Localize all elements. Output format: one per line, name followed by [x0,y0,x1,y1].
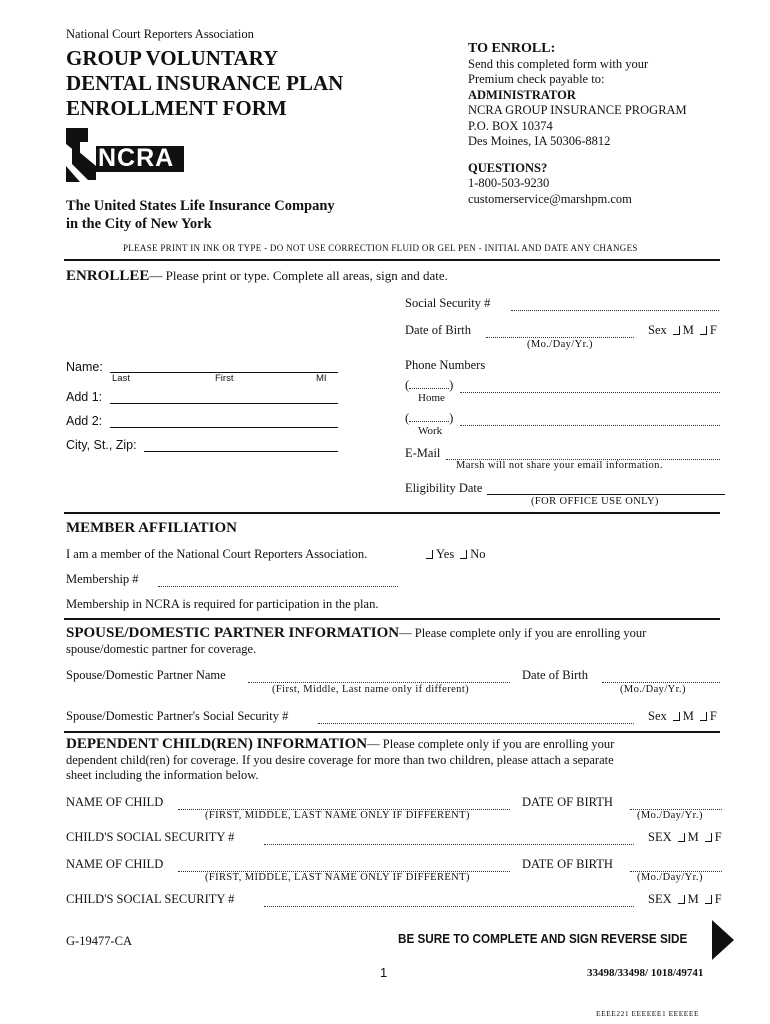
add1-field[interactable] [110,403,338,404]
form-id: G-19477-CA [66,934,132,948]
divider [64,512,720,514]
spouse-name-label: Spouse/Domestic Partner Name [66,668,226,682]
spouse-ssn-label: Spouse/Domestic Partner's Social Security # [66,709,289,723]
spouse-ssn-field[interactable] [318,723,634,724]
barcode-text: EEEE221 EEEEEE1 EEEEEE [596,1009,700,1018]
child1-ssn-field[interactable] [264,844,634,845]
child1-dob-label: DATE OF BIRTH [522,795,613,809]
no-checkbox[interactable] [460,550,467,559]
page-number: 1 [380,965,388,980]
children-instructions-b: dependent child(ren) for coverage. If you desire coverage for more than two children, please attach a separate [66,752,614,767]
insurer-line-2: in the City of New York [66,216,212,232]
child1-sex-m-label: M [687,830,699,844]
child1-sex-selector [648,830,722,845]
enroll-line-4: NCRA GROUP INSURANCE PROGRAM [468,103,687,117]
enroll-line-1: Send this completed form with your [468,56,649,71]
child2-ssn-field[interactable] [264,906,634,907]
spouse-dob-label: Date of Birth [522,668,588,682]
child2-dob-hint: (Mo./Day/Yr.) [637,872,703,883]
email-label: E-Mail [405,446,441,460]
work-phone-line[interactable] [460,425,720,426]
no-label: No [470,547,486,561]
spouse-dob-field[interactable] [602,682,720,683]
add1-label: Add 1: [66,390,103,404]
yes-label: Yes [436,547,455,561]
ncra-logo [66,128,186,184]
city-label: City, St., Zip: [66,438,137,452]
add2-field[interactable] [110,427,338,428]
membership-label: Membership # [66,572,139,586]
children-instructions-c: sheet including the information below. [66,768,259,782]
children-header [66,737,726,784]
association-name: National Court Reporters Association [66,27,254,41]
spouse-sex-label: Sex [648,709,667,723]
child2-sex-selector [648,892,722,907]
spouse-sex-f-checkbox[interactable] [700,712,707,721]
enrollee-heading: ENROLLEE [66,268,150,284]
spouse-sex-m-checkbox[interactable] [673,712,680,721]
sex-selector [648,323,717,338]
logo-text: NCRA [98,144,175,172]
spouse-instructions-a: — Please complete only if you are enrolling your [399,626,647,640]
sex-f-checkbox[interactable] [700,326,707,335]
divider [64,618,720,620]
spouse-sex-selector [648,709,717,724]
sex-label: Sex [648,323,667,337]
spouse-sex-m-label: M [682,709,694,723]
spouse-sex-f-label: F [709,709,717,723]
eligibility-label: Eligibility Date [405,481,483,495]
child1-sex-label: SEX [648,830,672,844]
member-statement: I am a member of the National Court Reporters Association. [66,547,368,561]
child1-sex-f-label: F [714,830,722,844]
enroll-line-2: Premium check payable to: [468,72,605,86]
insurer-name [66,197,335,233]
children-heading: DEPENDENT CHILD(REN) INFORMATION [66,736,368,752]
sex-m-checkbox[interactable] [673,326,680,335]
name-label: Name: [66,360,103,374]
enroll-line-6: Des Moines, IA 50306-8812 [468,134,611,148]
add2-label: Add 2: [66,414,103,428]
child2-sex-f-checkbox[interactable] [705,895,712,904]
enroll-line-5: P.O. BOX 10374 [468,118,553,133]
dob-field[interactable] [486,337,634,338]
membership-required: Membership in NCRA is required for participation in the plan. [66,597,379,611]
child2-sex-m-label: M [687,892,699,906]
last-hint: Last [112,373,130,384]
spouse-name-hint: (First, Middle, Last name only if different) [272,684,470,695]
questions-phone: 1-800-503-9230 [468,176,550,190]
arrow-right-icon [712,920,734,965]
child1-dob-hint: (Mo./Day/Yr.) [637,810,703,821]
title-line-3: ENROLLMENT FORM [66,96,287,120]
title-line-1: GROUP VOLUNTARY [66,46,279,70]
child2-sex-m-checkbox[interactable] [678,895,685,904]
spouse-name-field[interactable] [248,682,510,683]
divider [64,259,720,261]
child1-ssn-label: CHILD'S SOCIAL SECURITY # [66,830,235,844]
work-paren-open: ( [405,411,410,425]
dob-hint: (Mo./Day/Yr.) [527,339,593,350]
eligibility-field [487,494,725,495]
ssn-label: Social Security # [405,296,491,310]
child2-sex-label: SEX [648,892,672,906]
home-hint: Home [418,392,445,404]
ssn-field[interactable] [511,310,719,311]
home-phone-field[interactable] [405,378,453,393]
spouse-heading: SPOUSE/DOMESTIC PARTNER INFORMATION [66,625,400,641]
print-notice: PLEASE PRINT IN INK OR TYPE - DO NOT USE CORRECTION FLUID OR GEL PEN - INITIAL AND DATE ANY CHANGES [123,243,638,253]
questions-email[interactable]: customerservice@marshpm.com [468,191,632,206]
work-hint: Work [418,425,443,437]
city-field[interactable] [144,451,338,452]
member-yes-no [420,547,485,562]
enrollee-instructions: — Please print or type. Complete all areas, sign and date. [149,268,448,283]
child1-name-label: NAME OF CHILD [66,795,164,809]
eligibility-hint: (FOR OFFICE USE ONLY) [531,496,659,507]
reverse-notice: BE SURE TO COMPLETE AND SIGN REVERSE SIDE [398,931,688,946]
child2-name-label: NAME OF CHILD [66,857,164,871]
work-phone-field[interactable] [405,411,453,426]
sex-f-label: F [709,323,717,337]
email-hint: Marsh will not share your email information. [456,460,663,471]
form-codes: 33498/33498/ 1018/49741 [587,967,704,979]
enroll-heading: TO ENROLL: [468,41,556,56]
first-hint: First [215,373,234,384]
title-line-2: DENTAL INSURANCE PLAN [66,71,344,95]
home-paren-close: ) [449,378,454,392]
insurer-line-1: The United States Life Insurance Company [66,198,335,214]
enroll-line-3: ADMINISTRATOR [468,87,576,102]
dob-label: Date of Birth [405,323,471,337]
divider [64,731,720,733]
spouse-dob-hint: (Mo./Day/Yr.) [620,684,686,695]
child1-sex-m-checkbox[interactable] [678,833,685,842]
child1-name-hint: (FIRST, MIDDLE, LAST NAME ONLY IF DIFFERENT) [205,810,470,821]
spouse-header [66,625,716,657]
phone-label: Phone Numbers [405,358,486,372]
child1-sex-f-checkbox[interactable] [705,833,712,842]
work-paren-close: ) [449,411,454,425]
enroll-instructions [468,41,687,207]
home-paren-open: ( [405,378,410,392]
yes-checkbox[interactable] [426,550,433,559]
member-heading: MEMBER AFFILIATION [66,520,237,536]
mi-hint: MI [316,373,327,384]
questions-heading: QUESTIONS? [468,160,548,175]
child2-name-hint: (FIRST, MIDDLE, LAST NAME ONLY IF DIFFERENT) [205,872,470,883]
child2-sex-f-label: F [714,892,722,906]
child2-ssn-label: CHILD'S SOCIAL SECURITY # [66,892,235,906]
spouse-instructions-b: spouse/domestic partner for coverage. [66,642,257,656]
children-instructions-a: — Please complete only if you are enrolling your [367,737,615,751]
sex-m-label: M [682,323,694,337]
home-phone-line[interactable] [460,392,720,393]
membership-field[interactable] [158,586,398,587]
child2-dob-label: DATE OF BIRTH [522,857,613,871]
form-title [66,46,343,121]
enrollee-header [66,268,448,285]
